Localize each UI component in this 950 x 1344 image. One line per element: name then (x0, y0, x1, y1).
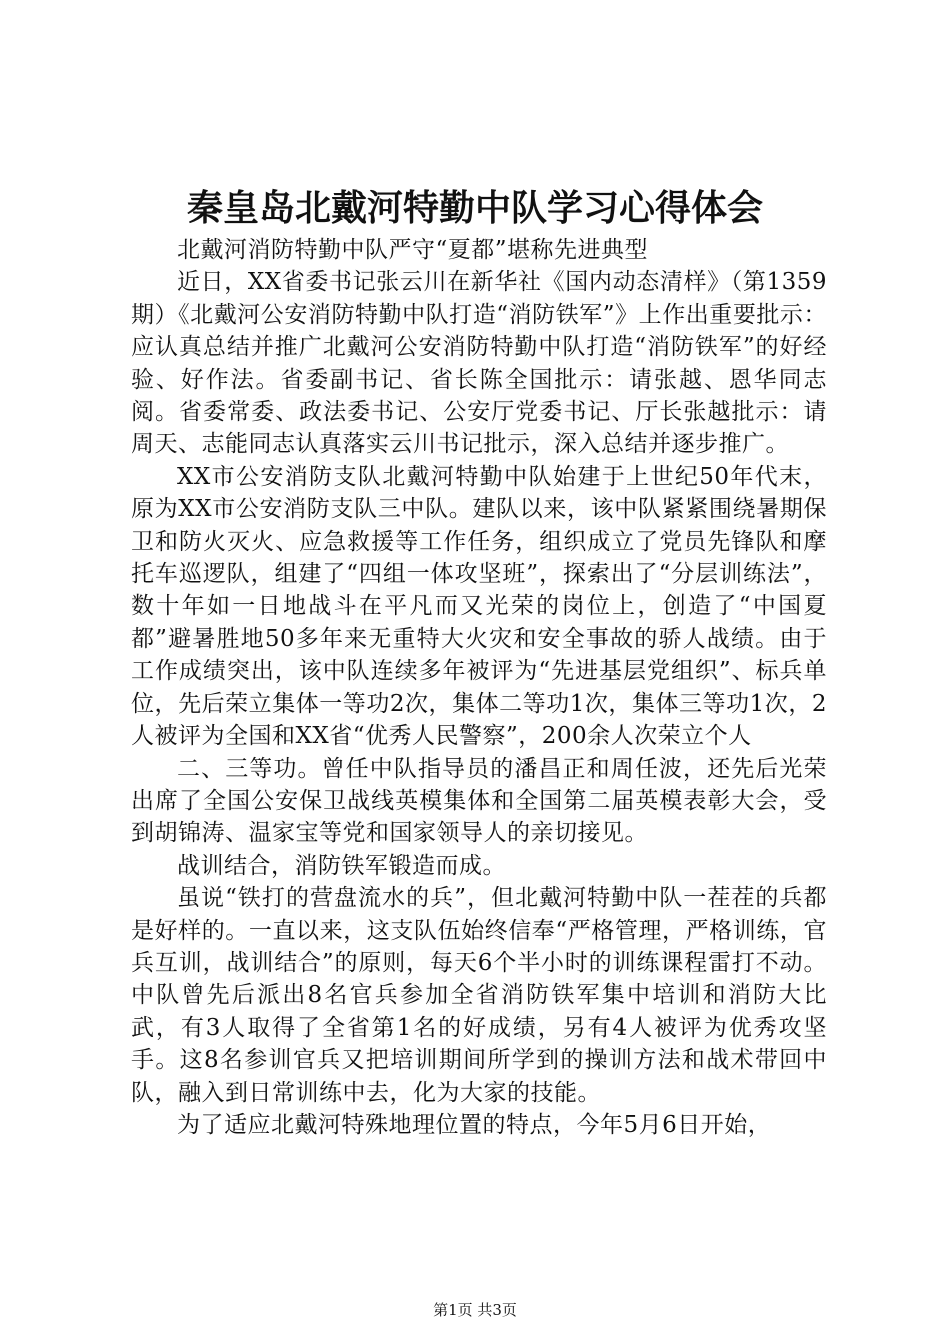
document-body (131, 234, 827, 1141)
paragraph-honors: 二、三等功。曾任中队指导员的潘昌正和周任波，还先后光荣出席了全国公安保卫战线英模集体和全国第二届英模表彰大会，受到胡锦涛、温家宝等党和国家领导人的亲切接见。 (131, 755, 827, 847)
paragraph-continuation: 为了适应北戴河特殊地理位置的特点，今年5月6日开始， (177, 1111, 772, 1138)
page-footer: 第1页 共3页 (433, 1301, 517, 1319)
paragraph-history: XX市公安消防支队北戴河特勤中队始建于上世纪50年代末，原为XX市公安消防支队三中队。建队以来，该中队紧紧围绕暑期保卫和防火灭火、应急救援等工作任务，组织成立了党员先锋队和摩托车巡逻队，组建了“四组一体攻坚班”，探索出了“分层训练法”，数十年如一日地战斗在平凡而又光荣的岗位上，创造了“中国夏都”避暑胜地50多年来无重特大火灾和安全事故的骄人战绩。由于工作成绩突出，该中队连续多年被评为“先进基层党组织”、标兵单位，先后荣立集体一等功2次，集体二等功1次，集体三等功1次，2人被评为全国和XX省“优秀人民警察”，200余人次荣立个人 (131, 463, 827, 750)
document-title: 秦皇岛北戴河特勤中队学习心得体会 (186, 188, 763, 229)
paragraph-section-heading: 战训结合，消防铁军锻造而成。 (177, 852, 506, 879)
paragraph-training: 虽说“铁打的营盘流水的兵”，但北戴河特勤中队一茬茬的兵都是好样的。一直以来，这支队伍始终信奉“严格管理，严格训练，官兵互训，战训结合”的原则，每天6个半小时的训练课程雷打不动。中队曾先后派出8名官兵参加全省消防铁军集中培训和消防大比武，有3人取得了全省第1名的好成绩，另有4人被评为优秀攻坚手。这8名参训官兵又把培训期间所学到的操训方法和战术带回中队，融入到日常训练中去，化为大家的技能。 (131, 885, 827, 1106)
paragraph-subtitle: 北戴河消防特勤中队严守“夏都”堪称先进典型 (177, 237, 649, 263)
paragraph-instruction: 近日，XX省委书记张云川在新华社《国内动态清样》（第1359期）《北戴河公安消防特勤中队打造“消防铁军”》上作出重要批示：应认真总结并推广北戴河公安消防特勤中队打造“消防铁军”的好经验、好作法。省委副书记、省长陈全国批示：请张越、恩华同志阅。省委常委、政法委书记、公安厅党委书记、厅长张越批示：请周天、志能同志认真落实云川书记批示，深入总结并逐步推广。 (131, 269, 827, 458)
